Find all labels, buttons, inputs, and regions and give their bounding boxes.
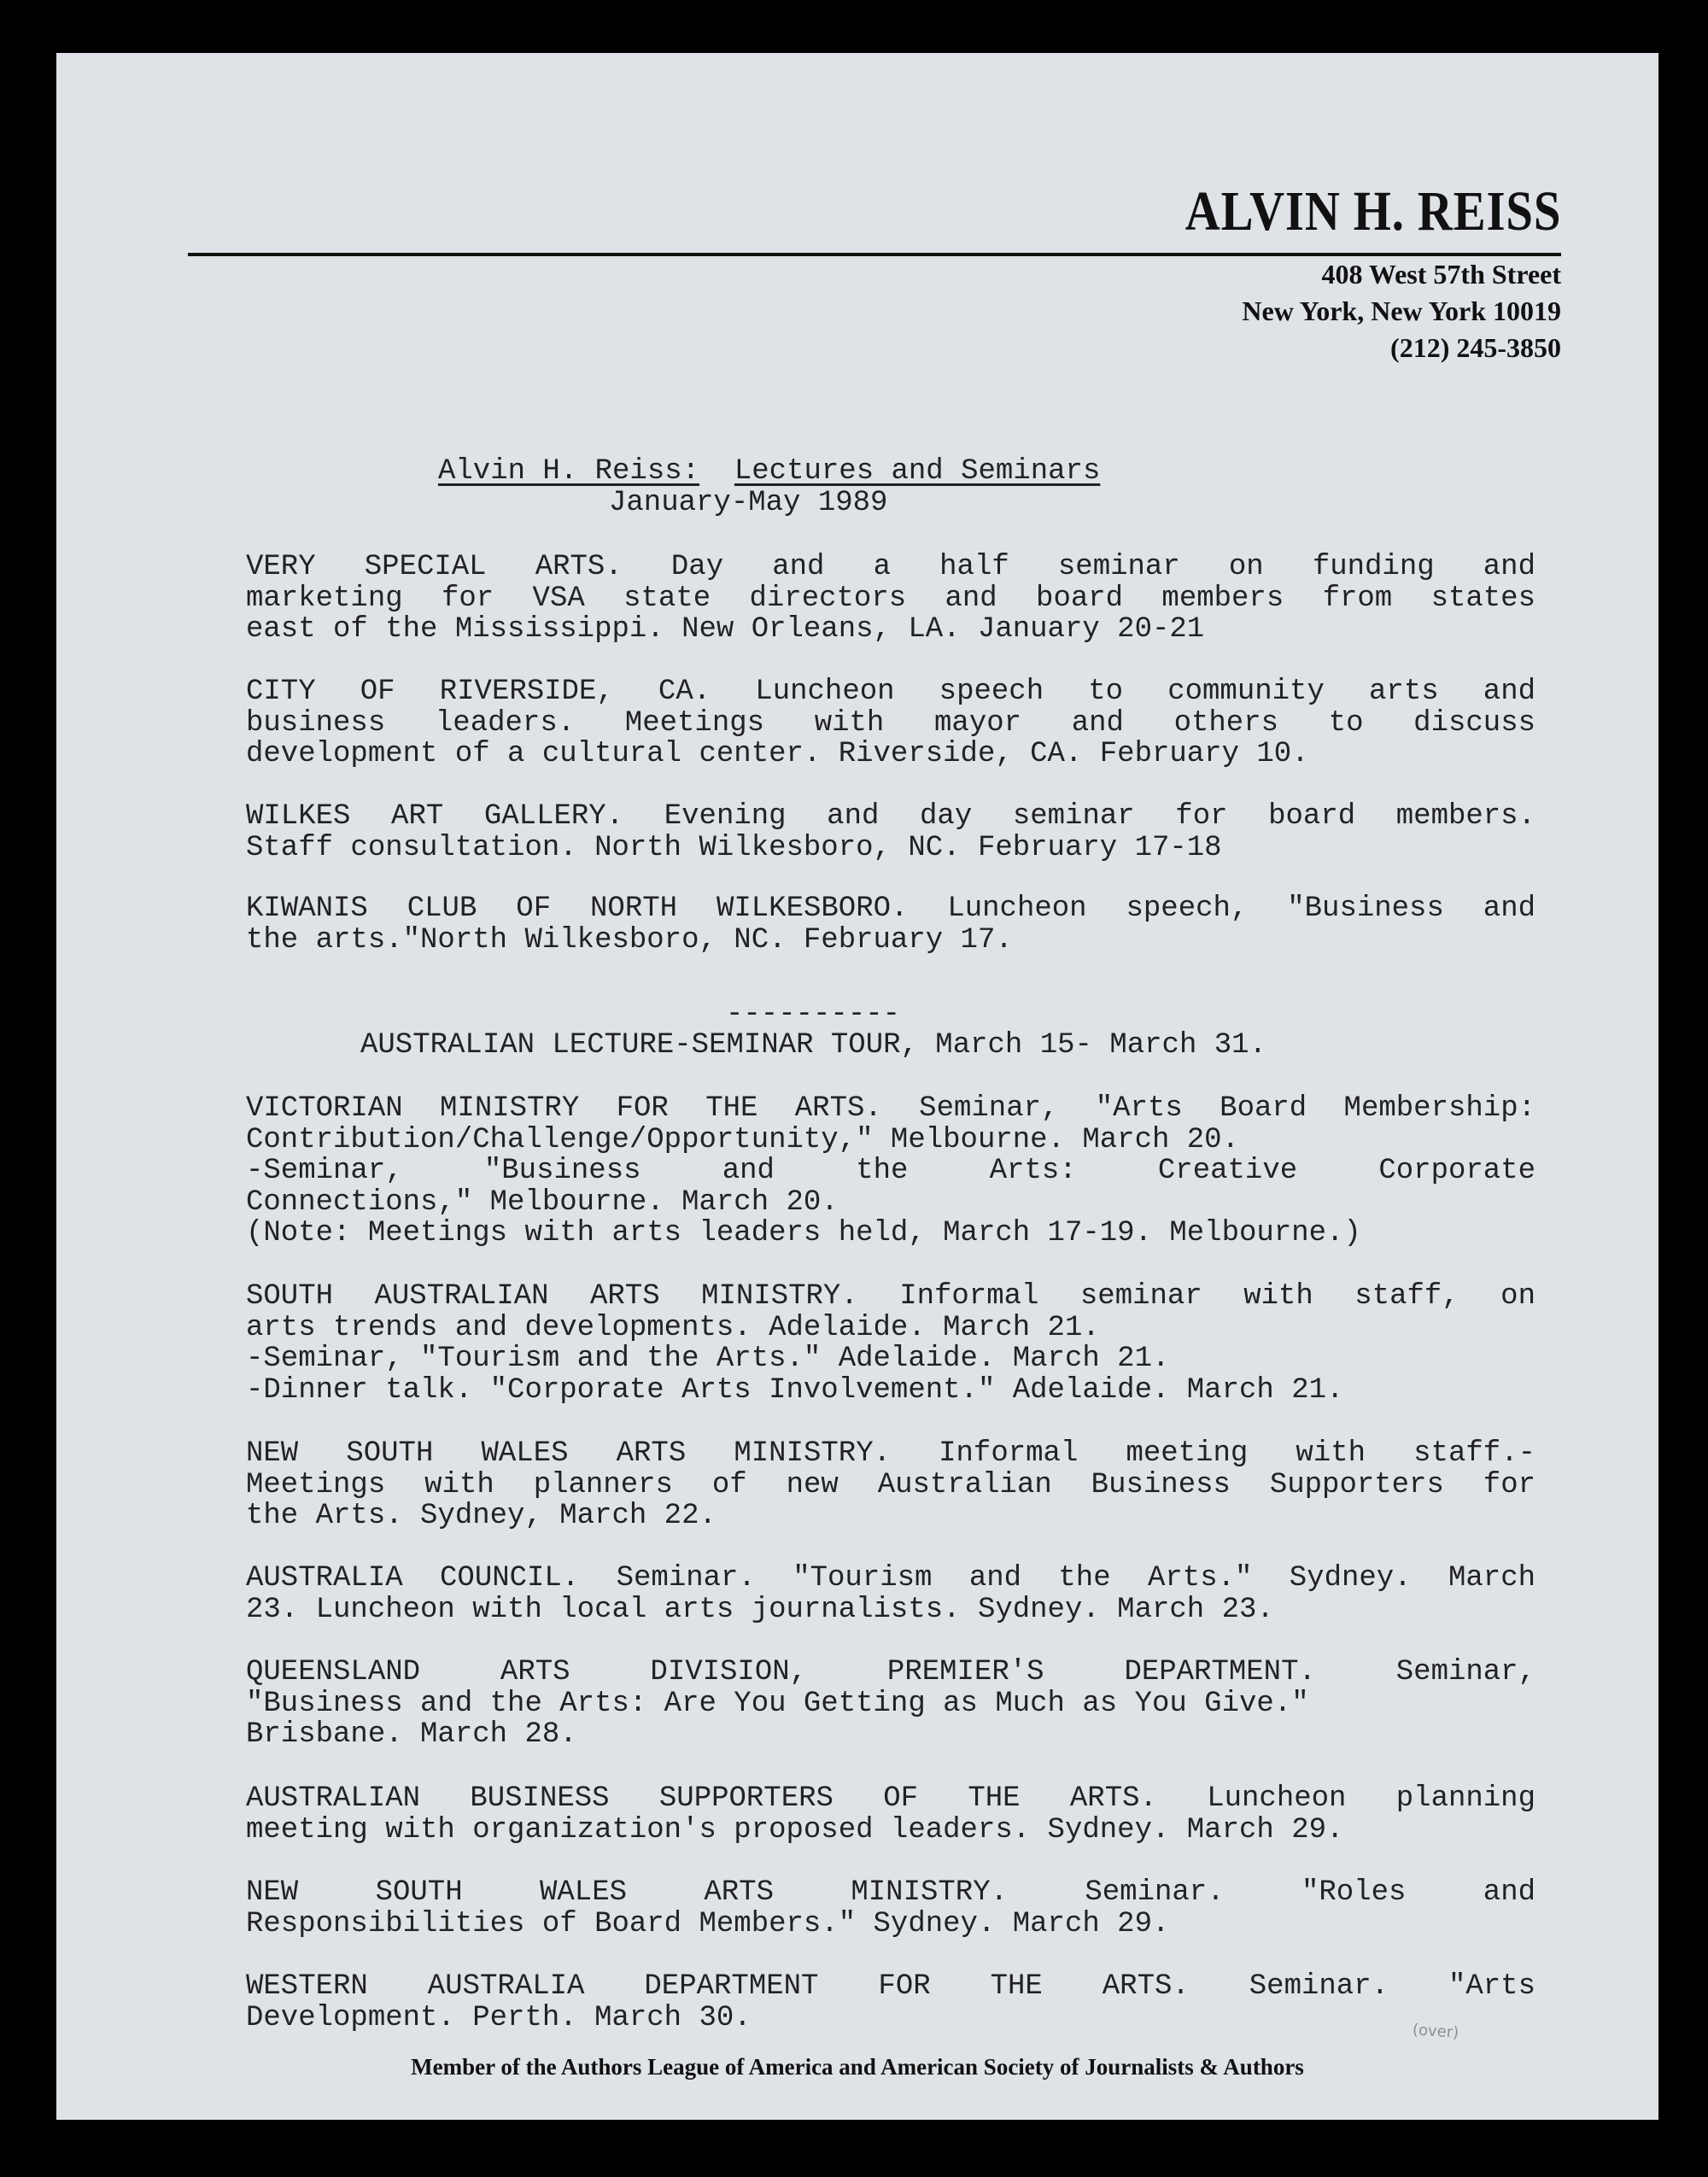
entry-line: NEW SOUTH WALES ARTS MINISTRY. Informal meeting with staff.-: [246, 1437, 1535, 1470]
entry-line: Staff consultation. North Wilkesboro, NC. February 17-18: [246, 831, 1222, 864]
entry-line: Brisbane. March 28.: [246, 1718, 577, 1751]
entry-line: SOUTH AUSTRALIAN ARTS MINISTRY. Informal seminar with staff, on: [246, 1280, 1535, 1313]
entry-line: arts trends and developments. Adelaide. March 21.: [246, 1311, 1100, 1344]
tour-heading: AUSTRALIAN LECTURE-SEMINAR TOUR, March 15- March 31.: [360, 1029, 1266, 1062]
title-prefix: Alvin H. Reiss:: [438, 455, 700, 488]
entry-line: -Dinner talk. "Corporate Arts Involvement." Adelaide. March 21.: [246, 1373, 1344, 1407]
page-title: [438, 456, 1100, 487]
entry-south-australian-ministry: [246, 1281, 1535, 1406]
entry-line: WESTERN AUSTRALIA DEPARTMENT FOR THE ARTS. Seminar. "Arts: [246, 1970, 1535, 2003]
entry-australia-council: [246, 1563, 1535, 1625]
entry-line: -Seminar, "Business and the Arts: Creative Corporate: [246, 1155, 1535, 1187]
entry-line: -Seminar, "Tourism and the Arts." Adelaide. March 21.: [246, 1343, 1170, 1375]
entry-line: 23. Luncheon with local arts journalists. Sydney. March 23.: [246, 1593, 1274, 1626]
entry-line: development of a cultural center. Riverside, CA. February 10.: [246, 738, 1309, 770]
entry-line: marketing for VSA state directors and board members from states: [246, 582, 1535, 615]
letterhead-rule: [188, 253, 1561, 256]
entry-line: WILKES ART GALLERY. Evening and day seminar for board members.: [246, 800, 1535, 833]
entry-line: AUSTRALIAN BUSINESS SUPPORTERS OF THE ARTS. Luncheon planning: [246, 1782, 1535, 1815]
entry-line: Connections," Melbourne. March 20.: [246, 1185, 839, 1219]
entry-very-special-arts: [246, 552, 1535, 646]
entry-line: the arts."North Wilkesboro, NC. February 17.: [246, 923, 1013, 957]
letterhead-street: 408 West 57th Street: [1321, 259, 1561, 290]
entry-western-australia: [246, 1971, 1535, 2034]
footer-memberships: Member of the Authors League of America and American Society of Journalists & Authors: [411, 2054, 1304, 2080]
letterhead-city: New York, New York 10019: [1242, 296, 1561, 326]
entry-line: east of the Mississippi. New Orleans, LA. January 20-21: [246, 613, 1205, 646]
entry-line: Meetings with planners of new Australian Business Supporters for: [246, 1468, 1535, 1501]
entry-line: VERY SPECIAL ARTS. Day and a half seminar on funding and: [246, 551, 1535, 583]
entry-line: KIWANIS CLUB OF NORTH WILKESBORO. Luncheon speech, "Business and: [246, 892, 1535, 925]
entry-line: meeting with organization's proposed leaders. Sydney. March 29.: [246, 1813, 1344, 1846]
entry-kiwanis-club: [246, 893, 1535, 956]
entry-line: Responsibilities of Board Members." Sydney. March 29.: [246, 1907, 1170, 1940]
entry-line: AUSTRALIA COUNCIL. Seminar. "Tourism and the Arts." Sydney. March: [246, 1562, 1535, 1595]
letterhead-phone: (212) 245-3850: [1390, 332, 1561, 363]
entry-business-supporters: [246, 1783, 1535, 1846]
entry-city-of-riverside: [246, 676, 1535, 770]
entry-line: the Arts. Sydney, March 22.: [246, 1500, 717, 1532]
entry-line: NEW SOUTH WALES ARTS MINISTRY. Seminar. "Roles and: [246, 1876, 1535, 1909]
entry-line: Contribution/Challenge/Opportunity," Melbourne. March 20.: [246, 1123, 1239, 1156]
entry-line: VICTORIAN MINISTRY FOR THE ARTS. Seminar, "Arts Board Membership:: [246, 1092, 1535, 1125]
entry-line: business leaders. Meetings with mayor and others to discuss: [246, 706, 1535, 740]
section-separator: ----------: [726, 998, 901, 1031]
entry-line: Development. Perth. March 30.: [246, 2001, 752, 2034]
page-subtitle-dates: January-May 1989: [609, 487, 888, 519]
entry-line: (Note: Meetings with arts leaders held, March 17-19. Melbourne.): [246, 1217, 1361, 1249]
entry-nsw-arts-ministry-2: [246, 1877, 1535, 1940]
title-main: Lectures and Seminars: [734, 455, 1101, 488]
letterhead-name: ALVIN H. REISS: [1184, 180, 1561, 243]
entry-line: QUEENSLAND ARTS DIVISION, PREMIER'S DEPARTMENT. Seminar,: [246, 1656, 1535, 1688]
entry-victorian-ministry: [246, 1093, 1535, 1249]
document-page: [56, 53, 1658, 2120]
entry-nsw-arts-ministry-1: [246, 1438, 1535, 1532]
entry-line: CITY OF RIVERSIDE, CA. Luncheon speech to community arts and: [246, 676, 1535, 708]
entry-queensland-arts: [246, 1657, 1535, 1751]
entry-line: "Business and the Arts: Are You Getting as Much as You Give.": [246, 1687, 1309, 1720]
handwritten-note: (over): [1412, 2021, 1459, 2042]
entry-wilkes-art-gallery: [246, 801, 1535, 863]
